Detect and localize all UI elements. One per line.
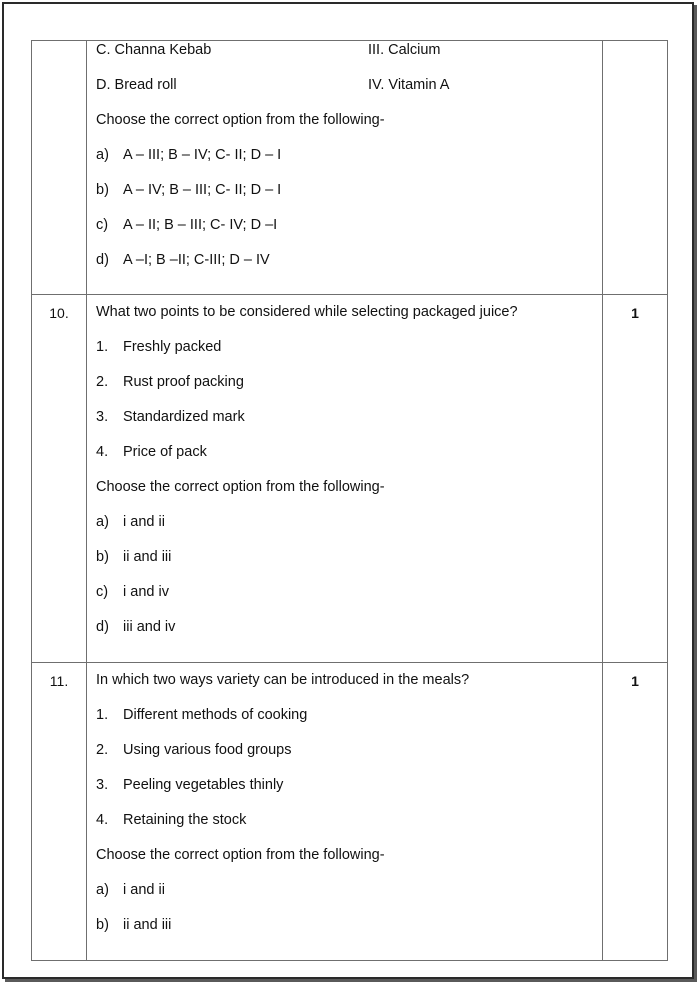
choose-prompt: Choose the correct option from the following- xyxy=(96,479,385,495)
question-number: 11. xyxy=(32,663,87,961)
match-row xyxy=(96,40,602,75)
option-b xyxy=(96,547,602,582)
list-item xyxy=(96,407,602,442)
option-label: a) xyxy=(96,882,109,898)
item-text: Price of pack xyxy=(123,444,207,460)
question-number: 10. xyxy=(32,295,87,663)
item-text: Peeling vegetables thinly xyxy=(123,777,284,793)
option-text: ii and iii xyxy=(123,917,172,933)
item-text: Standardized mark xyxy=(123,409,245,425)
option-d xyxy=(96,250,602,285)
match-left-item: C. Channa Kebab xyxy=(96,42,212,58)
option-label: b) xyxy=(96,549,109,565)
option-b xyxy=(96,180,602,215)
question-body xyxy=(87,41,603,295)
item-label: 4. xyxy=(96,812,109,828)
item-label: 2. xyxy=(96,374,109,390)
item-label: 1. xyxy=(96,339,109,355)
option-label: a) xyxy=(96,514,109,530)
option-text: A – III; B – IV; C- II; D – I xyxy=(123,147,282,163)
option-label: b) xyxy=(96,182,109,198)
match-right-item: III. Calcium xyxy=(368,42,441,58)
option-label: c) xyxy=(96,217,109,233)
option-label: a) xyxy=(96,147,109,163)
item-label: 3. xyxy=(96,409,109,425)
option-text: ii and iii xyxy=(123,549,172,565)
list-item xyxy=(96,442,602,477)
match-right-item: IV. Vitamin A xyxy=(368,77,450,93)
item-label: 1. xyxy=(96,707,109,723)
question-text: What two points to be considered while selecting packaged juice? xyxy=(96,304,518,320)
list-item xyxy=(96,810,602,845)
option-text: A – IV; B – III; C- II; D – I xyxy=(123,182,282,198)
list-item xyxy=(96,372,602,407)
list-item xyxy=(96,775,602,810)
option-a xyxy=(96,880,602,915)
option-text: iii and iv xyxy=(123,619,176,635)
choose-prompt: Choose the correct option from the following- xyxy=(96,112,385,128)
option-c xyxy=(96,582,602,617)
option-label: d) xyxy=(96,252,109,268)
question-body xyxy=(87,295,603,663)
list-item xyxy=(96,337,602,372)
question-table xyxy=(31,40,668,961)
item-label: 2. xyxy=(96,742,109,758)
question-body xyxy=(87,663,603,961)
question-row-10 xyxy=(32,295,668,663)
option-text: i and ii xyxy=(123,882,165,898)
question-row-continued xyxy=(32,41,668,295)
option-c xyxy=(96,215,602,250)
option-b xyxy=(96,915,602,950)
list-item xyxy=(96,705,602,740)
option-text: i and ii xyxy=(123,514,165,530)
question-number-cell xyxy=(32,41,87,295)
option-label: d) xyxy=(96,619,109,635)
item-text: Different methods of cooking xyxy=(123,707,308,723)
match-left-item: D. Bread roll xyxy=(96,77,177,93)
marks-value: 1 xyxy=(603,663,668,961)
question-text: In which two ways variety can be introduced in the meals? xyxy=(96,672,470,688)
option-text: i and iv xyxy=(123,584,169,600)
marks-value: 1 xyxy=(603,295,668,663)
option-label: c) xyxy=(96,584,109,600)
option-text: A –I; B –II; C-III; D – IV xyxy=(123,252,270,268)
choose-prompt: Choose the correct option from the following- xyxy=(96,847,385,863)
list-item xyxy=(96,740,602,775)
item-label: 3. xyxy=(96,777,109,793)
option-label: b) xyxy=(96,917,109,933)
item-label: 4. xyxy=(96,444,109,460)
option-a xyxy=(96,512,602,547)
item-text: Freshly packed xyxy=(123,339,222,355)
question-row-11 xyxy=(32,663,668,961)
item-text: Rust proof packing xyxy=(123,374,244,390)
marks-cell xyxy=(603,41,668,295)
item-text: Retaining the stock xyxy=(123,812,247,828)
item-text: Using various food groups xyxy=(123,742,292,758)
option-text: A – II; B – III; C- IV; D –I xyxy=(123,217,278,233)
option-d xyxy=(96,617,602,652)
option-a xyxy=(96,145,602,180)
match-row xyxy=(96,75,602,110)
